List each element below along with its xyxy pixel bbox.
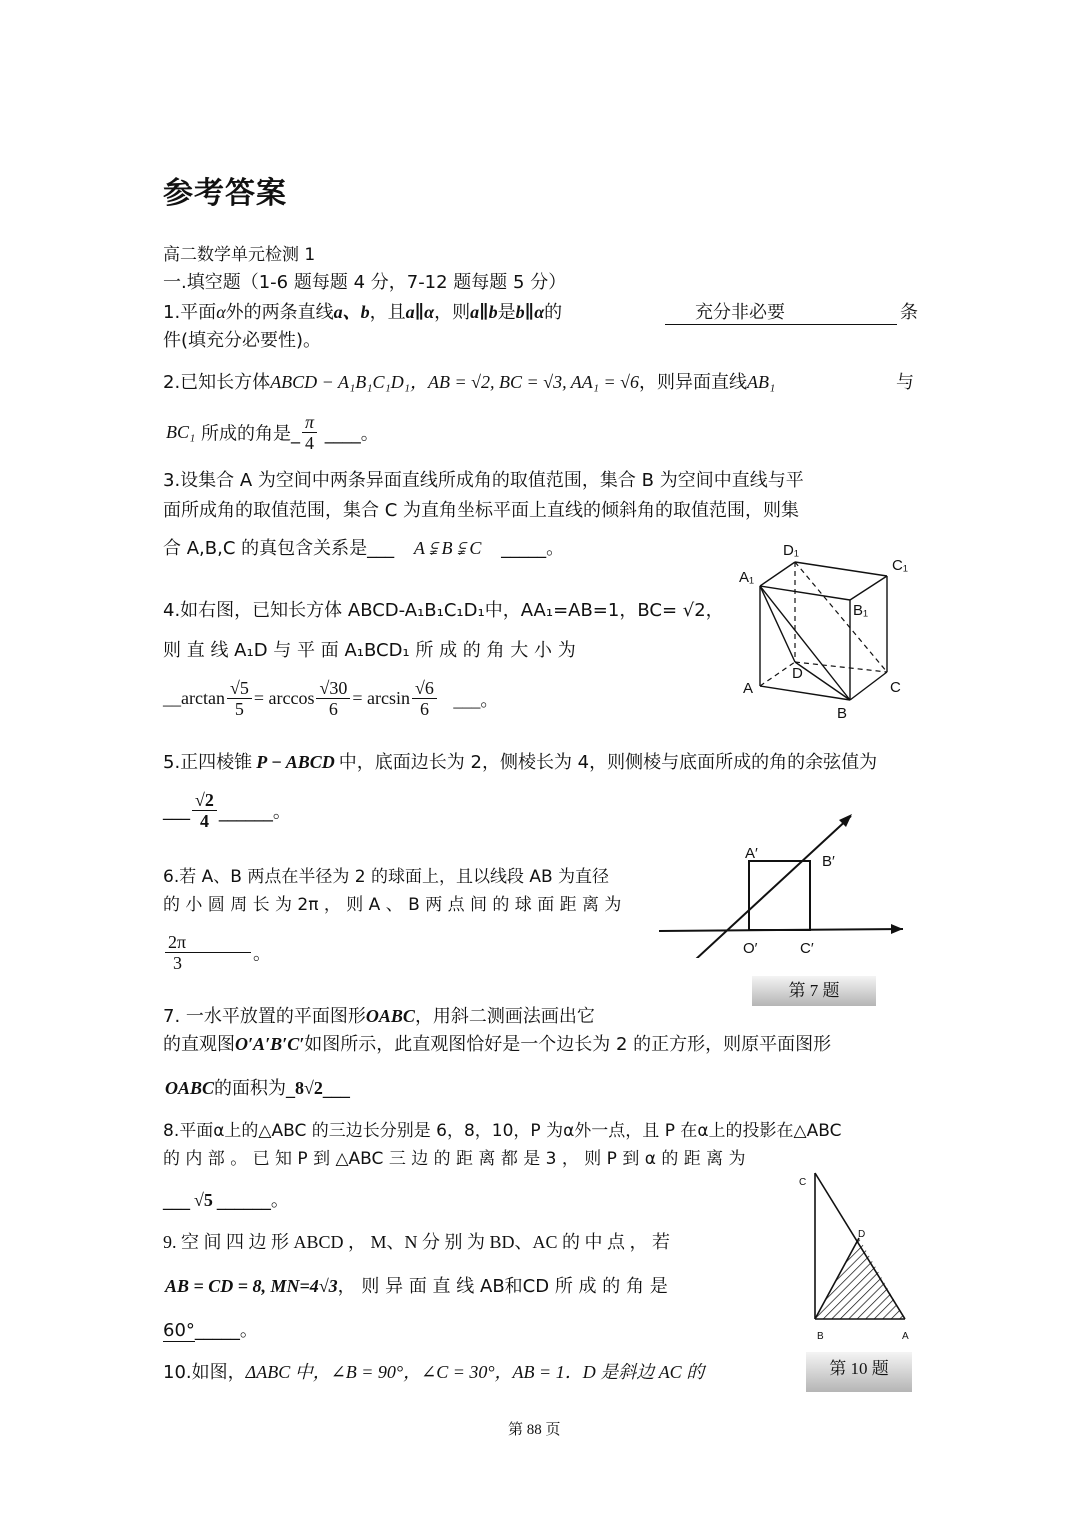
q6-line1: 6.若 A、B 两点在半径为 2 的球面上，且以线段 AB 为直径: [163, 867, 610, 887]
q7-tail: ，用斜二测画法画出它: [414, 1006, 595, 1027]
q8-end: ______。: [216, 1190, 289, 1211]
q1-text4: 是: [497, 302, 516, 323]
q4-cuboid-figure: [735, 540, 915, 725]
q9-line1-text: 9. 空 间 四 边 形 ABCD ， M、N 分 别 为 BD、AC 的 中 点 ， 若: [163, 1232, 671, 1252]
section-heading: 一.填空题（1-6 题每题 4 分，7-12 题每题 5 分）: [163, 272, 567, 293]
hidden-d1c: [795, 562, 887, 672]
q10-vertex-label: D: [858, 1229, 866, 1240]
q1-line2: 件(填充分必要性)。: [163, 330, 322, 351]
q2-end: ____。: [324, 423, 379, 445]
q7-caption: 第 7 题: [752, 976, 876, 1006]
q7-line2-tail: 如图所示，此直观图恰好是一个边长为 2 的正方形，则原平面图形: [304, 1034, 832, 1055]
q3-end: _____。: [501, 538, 565, 559]
edge-bc: [850, 672, 887, 700]
q4-vertex-label: B: [837, 705, 848, 722]
q2-prefix: 2.已知长方体: [163, 372, 271, 393]
q1-text1: 外的两条直线: [225, 302, 334, 323]
q6-frac: $\frac{2\pi}{3}$: [165, 932, 251, 973]
q1-tail: 条: [900, 302, 918, 323]
q5-name: P − ABCD: [256, 752, 335, 772]
q7-vertex-label: B′: [822, 853, 835, 870]
page-number: 第 88 页: [508, 1422, 561, 1438]
q7-answer: 8√2: [295, 1078, 323, 1098]
q1-text5: 的: [544, 302, 563, 323]
q4-vertex-label: D: [792, 665, 803, 682]
y-axis: [695, 816, 851, 958]
q7-line2: [163, 1030, 831, 1056]
q2-body: ABCD − A₁B₁C₁D₁，AB = √2, BC = √3, AA₁ = √6: [270, 372, 640, 392]
q4-answer: __arctan $\frac{√5}{5}$ = arccos $\frac{√30}{6}$ = arcsin $\frac{√6}{6}$ ___。: [163, 678, 499, 719]
q5-frac: $\frac{√2}{4}$: [192, 790, 217, 831]
x-arrow: [891, 924, 903, 934]
q8-line1: 8.平面α上的△ABC 的三边长分别是 6，8，10，P 为α外一点，且 P 在α上的投影在△ABC: [163, 1121, 842, 1141]
q10-math: ΔABC 中，∠B = 90°，∠C = 30°，AB = 1．D 是斜边 AC 的: [245, 1362, 705, 1382]
q7-line2-prefix: 的直观图: [163, 1034, 235, 1055]
edge-a1b1: [760, 586, 850, 600]
q10-line1: [163, 1358, 704, 1384]
q10-vertex-label: A: [902, 1331, 909, 1342]
q1-alpha: α: [216, 302, 226, 322]
shaded-triangle: [815, 1238, 905, 1319]
q10-vertex-label: C: [799, 1177, 807, 1188]
diag-a1b: [760, 586, 850, 700]
q1-prefix: 1.平面: [163, 302, 217, 323]
q8-answer: [163, 1186, 289, 1212]
q4-frac-a: $\frac{√5}{5}$: [227, 678, 252, 719]
q4-line2: 则 直 线 A₁D 与 平 面 A₁BCD₁ 所 成 的 角 大 小 为: [163, 640, 576, 661]
q2-answer: $\frac{\pi}{4}$: [302, 412, 317, 453]
q4-end: ___。: [453, 689, 499, 710]
q4-vertex-label: A₁: [739, 569, 755, 586]
q4-vertex-label: C: [890, 679, 901, 696]
q3-line3: [163, 534, 564, 560]
q4-vertex-label: C₁: [892, 557, 908, 574]
edge-b1c1: [850, 576, 887, 600]
question-1: [163, 298, 562, 324]
edge-db: [795, 662, 850, 700]
q9-line2-text: ， 则 异 面 直 线 AB和CD 所 成 的 角 是: [337, 1276, 668, 1297]
q1-ab: a、b: [333, 302, 370, 322]
page-title: 参考答案: [163, 176, 287, 211]
question-5: [163, 748, 877, 774]
q4-vertex-label: D₁: [783, 542, 799, 559]
q4-vertex-label: A: [743, 680, 754, 697]
q2-bc1: BC₁: [166, 422, 196, 442]
q7-line3: [165, 1074, 350, 1100]
q9-line2: [165, 1272, 668, 1298]
q2-line2: [166, 412, 379, 453]
q3-prefix: 合 A,B,C 的真包含关系是___: [163, 538, 395, 559]
q5-text: 中，底面边长为 2，侧棱长为 4，则侧棱与底面所成的角的余弦值为: [338, 752, 878, 773]
q5-answer: ___ $\frac{√2}{4}$ ______。: [163, 790, 291, 831]
q6-answer: [163, 932, 271, 973]
q3-line1: 3.设集合 A 为空间中两条异面直线所成角的取值范围，集合 B 为空间中直线与平: [163, 470, 804, 491]
q9-answer-value: 60°: [163, 1320, 195, 1341]
q5-end: ______。: [218, 801, 291, 823]
q7-name2: O′A′B′C′: [235, 1034, 305, 1054]
subtitle: 高二数学单元检测 1: [163, 245, 316, 265]
q6-line2: 的 小 圆 周 长 为 2π ， 则 A 、 B 两 点 间 的 球 面 距 离 为: [163, 895, 622, 915]
q7-vertex-label: A′: [745, 845, 758, 862]
q1-text2: ，且: [369, 302, 406, 323]
q7-line3-text: 的面积为_: [214, 1078, 296, 1099]
q4-line1: 4.如右图，已知长方体 ABCD-A₁B₁C₁D₁中，AA₁=AB=1，BC= √2，: [163, 600, 724, 621]
q1-answer: 充分非必要: [665, 298, 897, 325]
q9-condition: AB = CD = 8, MN=4√3: [165, 1276, 338, 1296]
q2-tail: 与: [896, 372, 914, 393]
q8-line2: 的 内 部 。 已 知 P 到 △ABC 三 边 的 距 离 都 是 3 ， 则 P 到 α 的 距 离 为: [163, 1149, 746, 1169]
q4-vertex-label: B₁: [853, 602, 869, 619]
q9-end: _____。: [194, 1320, 258, 1341]
q7-name: OABC: [365, 1006, 415, 1026]
edge-ab: [760, 686, 850, 700]
q7-line1: [163, 1002, 595, 1028]
q4-ans-b: = arccos: [253, 688, 315, 708]
q10-prefix: 10.如图，: [163, 1362, 246, 1383]
square-oabc: [749, 861, 810, 930]
hidden-ad: [760, 662, 795, 686]
q1-cond: a∥α: [405, 302, 435, 322]
q9-line1: [163, 1228, 670, 1254]
q7-end: ___: [322, 1078, 350, 1099]
q3-answer: A ⫋ B ⫋ C: [413, 538, 482, 558]
edge-d1c1: [795, 562, 887, 576]
q9-answer: [163, 1316, 258, 1342]
q10-caption: 第 10 题: [806, 1352, 912, 1392]
q3-line2: 面所成角的取值范围，集合 C 为直角坐标平面上直线的倾斜角的取值范围，则集: [163, 500, 800, 521]
q8-answer-value: √5: [194, 1190, 213, 1210]
q1-text3: ，则: [434, 302, 471, 323]
q4-ans-c: = arcsin: [352, 688, 411, 708]
q2-text2: 所成的角是_: [201, 423, 300, 445]
q8-prefix: ___: [163, 1190, 190, 1211]
q2-text: ，则异面直线: [639, 372, 748, 393]
q7-line3-name: OABC: [165, 1078, 215, 1098]
q4-ans-a: arctan: [181, 688, 225, 708]
q4-frac-c: $\frac{√6}{6}$: [412, 678, 437, 719]
q1-cond3: b∥α: [515, 302, 545, 322]
q10-vertex-label: B: [817, 1331, 824, 1342]
hidden-dc: [795, 662, 887, 672]
q4-frac-b: $\frac{√30}{6}$: [316, 678, 350, 719]
q6-end: 。: [253, 943, 271, 965]
q5-prefix: 5.正四棱锥: [163, 752, 253, 773]
q7-figure: [655, 808, 915, 958]
q10-triangle-figure: [790, 1165, 920, 1345]
q7-vertex-label: C′: [800, 940, 814, 957]
q7-prefix: 7. 一水平放置的平面图形: [163, 1006, 366, 1027]
q2-ab1: AB₁: [747, 372, 776, 392]
edge-a1d1: [760, 562, 795, 586]
q1-cond2: a∥b: [470, 302, 498, 322]
question-2: [163, 368, 775, 394]
q7-vertex-label: O′: [743, 940, 758, 957]
